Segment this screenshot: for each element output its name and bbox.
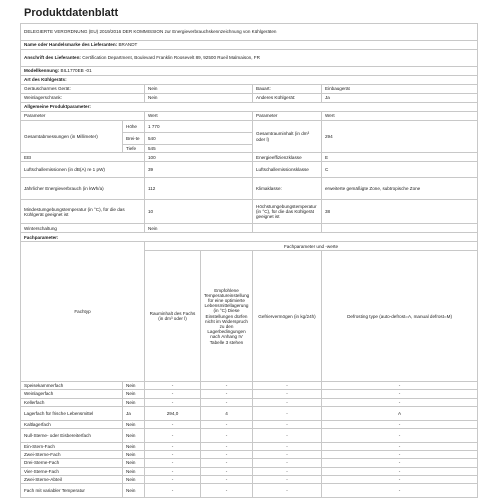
fach-raum: - bbox=[145, 467, 201, 475]
param-value: 39 bbox=[145, 162, 253, 178]
fach-raum: - bbox=[145, 443, 201, 451]
fach-gefrier: - bbox=[253, 390, 322, 398]
fach-group-header: Fachparameter und -werte bbox=[145, 242, 478, 251]
fach-raum: - bbox=[145, 382, 201, 390]
fach-name: Drei-Sterne-Fach bbox=[21, 459, 123, 467]
table-row bbox=[21, 459, 478, 467]
fach-gefrier: - bbox=[253, 406, 322, 420]
param-label: Luftschallemissionen (in dB(A) re 1 pW) bbox=[21, 162, 145, 178]
general-header: Allgemeine Produktparameter: bbox=[21, 103, 478, 112]
fach-defrost: - bbox=[322, 459, 478, 467]
fach-name: Null-Sterne- oder Eisbereiterfach bbox=[21, 429, 123, 443]
fach-flag: Nein bbox=[123, 390, 145, 398]
table-row bbox=[21, 398, 478, 406]
param-row bbox=[21, 178, 478, 200]
param-value: C bbox=[322, 162, 478, 178]
fach-flag: Nein bbox=[123, 382, 145, 390]
fach-flag: Nein bbox=[123, 451, 145, 459]
fach-temp: - bbox=[201, 429, 253, 443]
fach-flag: Nein bbox=[123, 420, 145, 428]
general-header-row bbox=[21, 103, 478, 112]
fach-raum: - bbox=[145, 420, 201, 428]
type-label: Bauart: bbox=[253, 85, 322, 94]
dims-sub-label: Höhe bbox=[123, 121, 145, 133]
gefrier-col-header: Gefriervermögen (in kg/24h) bbox=[253, 251, 322, 382]
type-header: Art des Kühlgeräts: bbox=[21, 76, 478, 85]
dims-row bbox=[21, 121, 478, 133]
fach-flag: Nein bbox=[123, 429, 145, 443]
fach-flag: Nein bbox=[123, 467, 145, 475]
fach-temp: - bbox=[201, 475, 253, 483]
fach-flag: Nein bbox=[123, 475, 145, 483]
param-label: Energieeffizienzklasse bbox=[253, 153, 322, 162]
table-row bbox=[21, 406, 478, 420]
fach-gefrier: - bbox=[253, 443, 322, 451]
model-label: Modellkennung: bbox=[24, 68, 60, 74]
type-row bbox=[21, 85, 478, 94]
fach-raum: - bbox=[145, 475, 201, 483]
table-row bbox=[21, 475, 478, 483]
table-row bbox=[21, 382, 478, 390]
fach-defrost: - bbox=[322, 390, 478, 398]
param-col-header: Parameter bbox=[21, 112, 145, 121]
fach-name: Kaltlagerfach bbox=[21, 420, 123, 428]
type-value: Nein bbox=[145, 94, 253, 103]
param-value: 10 bbox=[145, 200, 253, 224]
fach-name: Fach mit variabler Temperatur bbox=[21, 484, 123, 498]
regulation-row bbox=[21, 24, 478, 41]
fach-raum: - bbox=[145, 484, 201, 498]
fach-name: Speisekammerfach bbox=[21, 382, 123, 390]
fach-raum: - bbox=[145, 459, 201, 467]
fach-defrost: - bbox=[322, 429, 478, 443]
fach-name: Zwei-Sterne-Fach bbox=[21, 451, 123, 459]
fach-raum: - bbox=[145, 398, 201, 406]
raum-col-header: Rauminhalt des Fachs (in dm³ oder l) bbox=[145, 251, 201, 382]
dims-label: Gesamtabmessungen (in Millimeter) bbox=[21, 121, 123, 153]
fach-defrost: - bbox=[322, 484, 478, 498]
fach-raum: - bbox=[145, 429, 201, 443]
type-label: Weinlagerschrank: bbox=[21, 94, 145, 103]
param-label: Jährlicher Energieverbrauch (in kWh/a) bbox=[21, 178, 145, 200]
fach-temp: - bbox=[201, 443, 253, 451]
volume-label: Gesamtrauminhalt (in dm³ oder l) bbox=[253, 121, 322, 153]
type-label: Geräuscharmes Gerät: bbox=[21, 85, 145, 94]
param-value bbox=[322, 224, 478, 233]
fach-name: Zwei-Sterne-Abteil bbox=[21, 475, 123, 483]
fach-gefrier: - bbox=[253, 467, 322, 475]
fach-raum: - bbox=[145, 451, 201, 459]
fach-group-row bbox=[21, 242, 478, 251]
fach-name: Vier-Sterne-Fach bbox=[21, 467, 123, 475]
address-row bbox=[21, 50, 478, 67]
value-col-header: Wert bbox=[322, 112, 478, 121]
param-value: Nein bbox=[145, 224, 253, 233]
param-label: Klimaklasse: bbox=[253, 178, 322, 200]
volume-value: 294 bbox=[322, 121, 478, 153]
param-value: 112 bbox=[145, 178, 253, 200]
address-label: Anschrift des Lieferanten: bbox=[24, 55, 81, 61]
param-value: 38 bbox=[322, 200, 478, 224]
table-row bbox=[21, 429, 478, 443]
type-value: Ja bbox=[322, 94, 478, 103]
fach-raum: 294,0 bbox=[145, 406, 201, 420]
brand-label: Name oder Handelsmarke des Lieferanten: bbox=[24, 42, 118, 48]
type-value: Nein bbox=[145, 85, 253, 94]
fach-gefrier: - bbox=[253, 429, 322, 443]
dims-value: 1 770 bbox=[145, 121, 253, 133]
param-value: erweiterte gemäßigte Zone, subtropische Zone bbox=[322, 178, 478, 200]
model-value: BIL1770EB -01 bbox=[60, 68, 92, 74]
fach-gefrier: - bbox=[253, 459, 322, 467]
fach-name: Weinlagerfach bbox=[21, 390, 123, 398]
fach-defrost: - bbox=[322, 420, 478, 428]
dims-sub-label: Brei-te bbox=[123, 133, 145, 145]
fach-defrost: - bbox=[322, 443, 478, 451]
table-row bbox=[21, 451, 478, 459]
fach-header-row bbox=[21, 233, 478, 242]
fach-temp: 4 bbox=[201, 406, 253, 420]
param-row bbox=[21, 162, 478, 178]
dims-sub-label: Tiefe bbox=[123, 145, 145, 153]
fach-raum: - bbox=[145, 390, 201, 398]
fach-flag: Nein bbox=[123, 459, 145, 467]
table-row bbox=[21, 467, 478, 475]
table-row bbox=[21, 484, 478, 498]
type-value: Einbaugerät bbox=[322, 85, 478, 94]
fach-gefrier: - bbox=[253, 420, 322, 428]
fach-defrost: - bbox=[322, 382, 478, 390]
fach-defrost: - bbox=[322, 467, 478, 475]
brand-value: BRANDT bbox=[118, 42, 138, 48]
fach-name: Ein-Stern-Fach bbox=[21, 443, 123, 451]
param-label: Höchstumgebungstemperatur (in °C), für die das Kühlgerät geeignet ist bbox=[253, 200, 322, 224]
param-label bbox=[253, 224, 322, 233]
regulation-text: DELEGIERTE VERORDNUNG (EU) 2019/2016 DER KOMMISSION zur Energieverbrauchskennzeichnung von Kühlgeräten bbox=[21, 24, 478, 41]
fach-gefrier: - bbox=[253, 451, 322, 459]
fach-temp: - bbox=[201, 382, 253, 390]
table-row bbox=[21, 390, 478, 398]
defrost-col-header: Defrosting type (auto-defrost=A, manual defrost=M) bbox=[322, 251, 478, 382]
param-row bbox=[21, 153, 478, 162]
fach-flag: Nein bbox=[123, 443, 145, 451]
param-label: Mindestumgebungstemperatur (in °C), für die das Kühlgerät geeignet ist bbox=[21, 200, 145, 224]
value-col-header: Wert bbox=[145, 112, 253, 121]
brand-row bbox=[21, 41, 478, 50]
model-row bbox=[21, 67, 478, 76]
fach-header: Fachparameter: bbox=[21, 233, 478, 242]
fach-temp: - bbox=[201, 459, 253, 467]
fach-temp: - bbox=[201, 398, 253, 406]
temp-col-header: Empfohlene Temperatureinstellung für eine optimierte Lebensmittellagerung (in °C) Diese Einstellungen dürfen nicht im Widerspruch zu den Lagerbedingungen nach Anhang IV Tabelle 3 stehen bbox=[201, 251, 253, 382]
fachtyp-col-header: Fachtyp bbox=[21, 242, 145, 382]
param-value: E bbox=[322, 153, 478, 162]
datasheet-table bbox=[20, 23, 478, 498]
param-value: 100 bbox=[145, 153, 253, 162]
param-label: EEI bbox=[21, 153, 145, 162]
table-row bbox=[21, 420, 478, 428]
type-header-row bbox=[21, 76, 478, 85]
fach-gefrier: - bbox=[253, 484, 322, 498]
fach-defrost: - bbox=[322, 451, 478, 459]
fach-name: Kellerfach bbox=[21, 398, 123, 406]
fach-flag: Nein bbox=[123, 398, 145, 406]
fach-gefrier: - bbox=[253, 382, 322, 390]
fach-temp: - bbox=[201, 390, 253, 398]
fach-flag: Nein bbox=[123, 484, 145, 498]
param-row bbox=[21, 200, 478, 224]
param-col-header: Parameter bbox=[253, 112, 322, 121]
type-label: Anderes Kühlgerät: bbox=[253, 94, 322, 103]
param-label: Winterschaltung bbox=[21, 224, 145, 233]
param-label: Luftschallemissionsklasse bbox=[253, 162, 322, 178]
fach-defrost: - bbox=[322, 475, 478, 483]
param-row bbox=[21, 224, 478, 233]
fach-name: Lagerfach für frische Lebensmittel bbox=[21, 406, 123, 420]
address-value: Certification Department, Boulevard Franklin Roosevelt 89, 92500 Rueil Malmaison, FR bbox=[82, 55, 260, 61]
fach-temp: - bbox=[201, 484, 253, 498]
page-title: Produktdatenblatt bbox=[24, 7, 119, 19]
fach-temp: - bbox=[201, 467, 253, 475]
fach-gefrier: - bbox=[253, 398, 322, 406]
fach-gefrier: - bbox=[253, 475, 322, 483]
fach-flag: Ja bbox=[123, 406, 145, 420]
fach-temp: - bbox=[201, 420, 253, 428]
fach-temp: - bbox=[201, 451, 253, 459]
product-datasheet bbox=[20, 0, 476, 498]
fach-defrost: A bbox=[322, 406, 478, 420]
fach-defrost: - bbox=[322, 398, 478, 406]
dims-value: 545 bbox=[145, 145, 253, 153]
param-header-row bbox=[21, 112, 478, 121]
table-row bbox=[21, 443, 478, 451]
dims-value: 540 bbox=[145, 133, 253, 145]
type-row bbox=[21, 94, 478, 103]
